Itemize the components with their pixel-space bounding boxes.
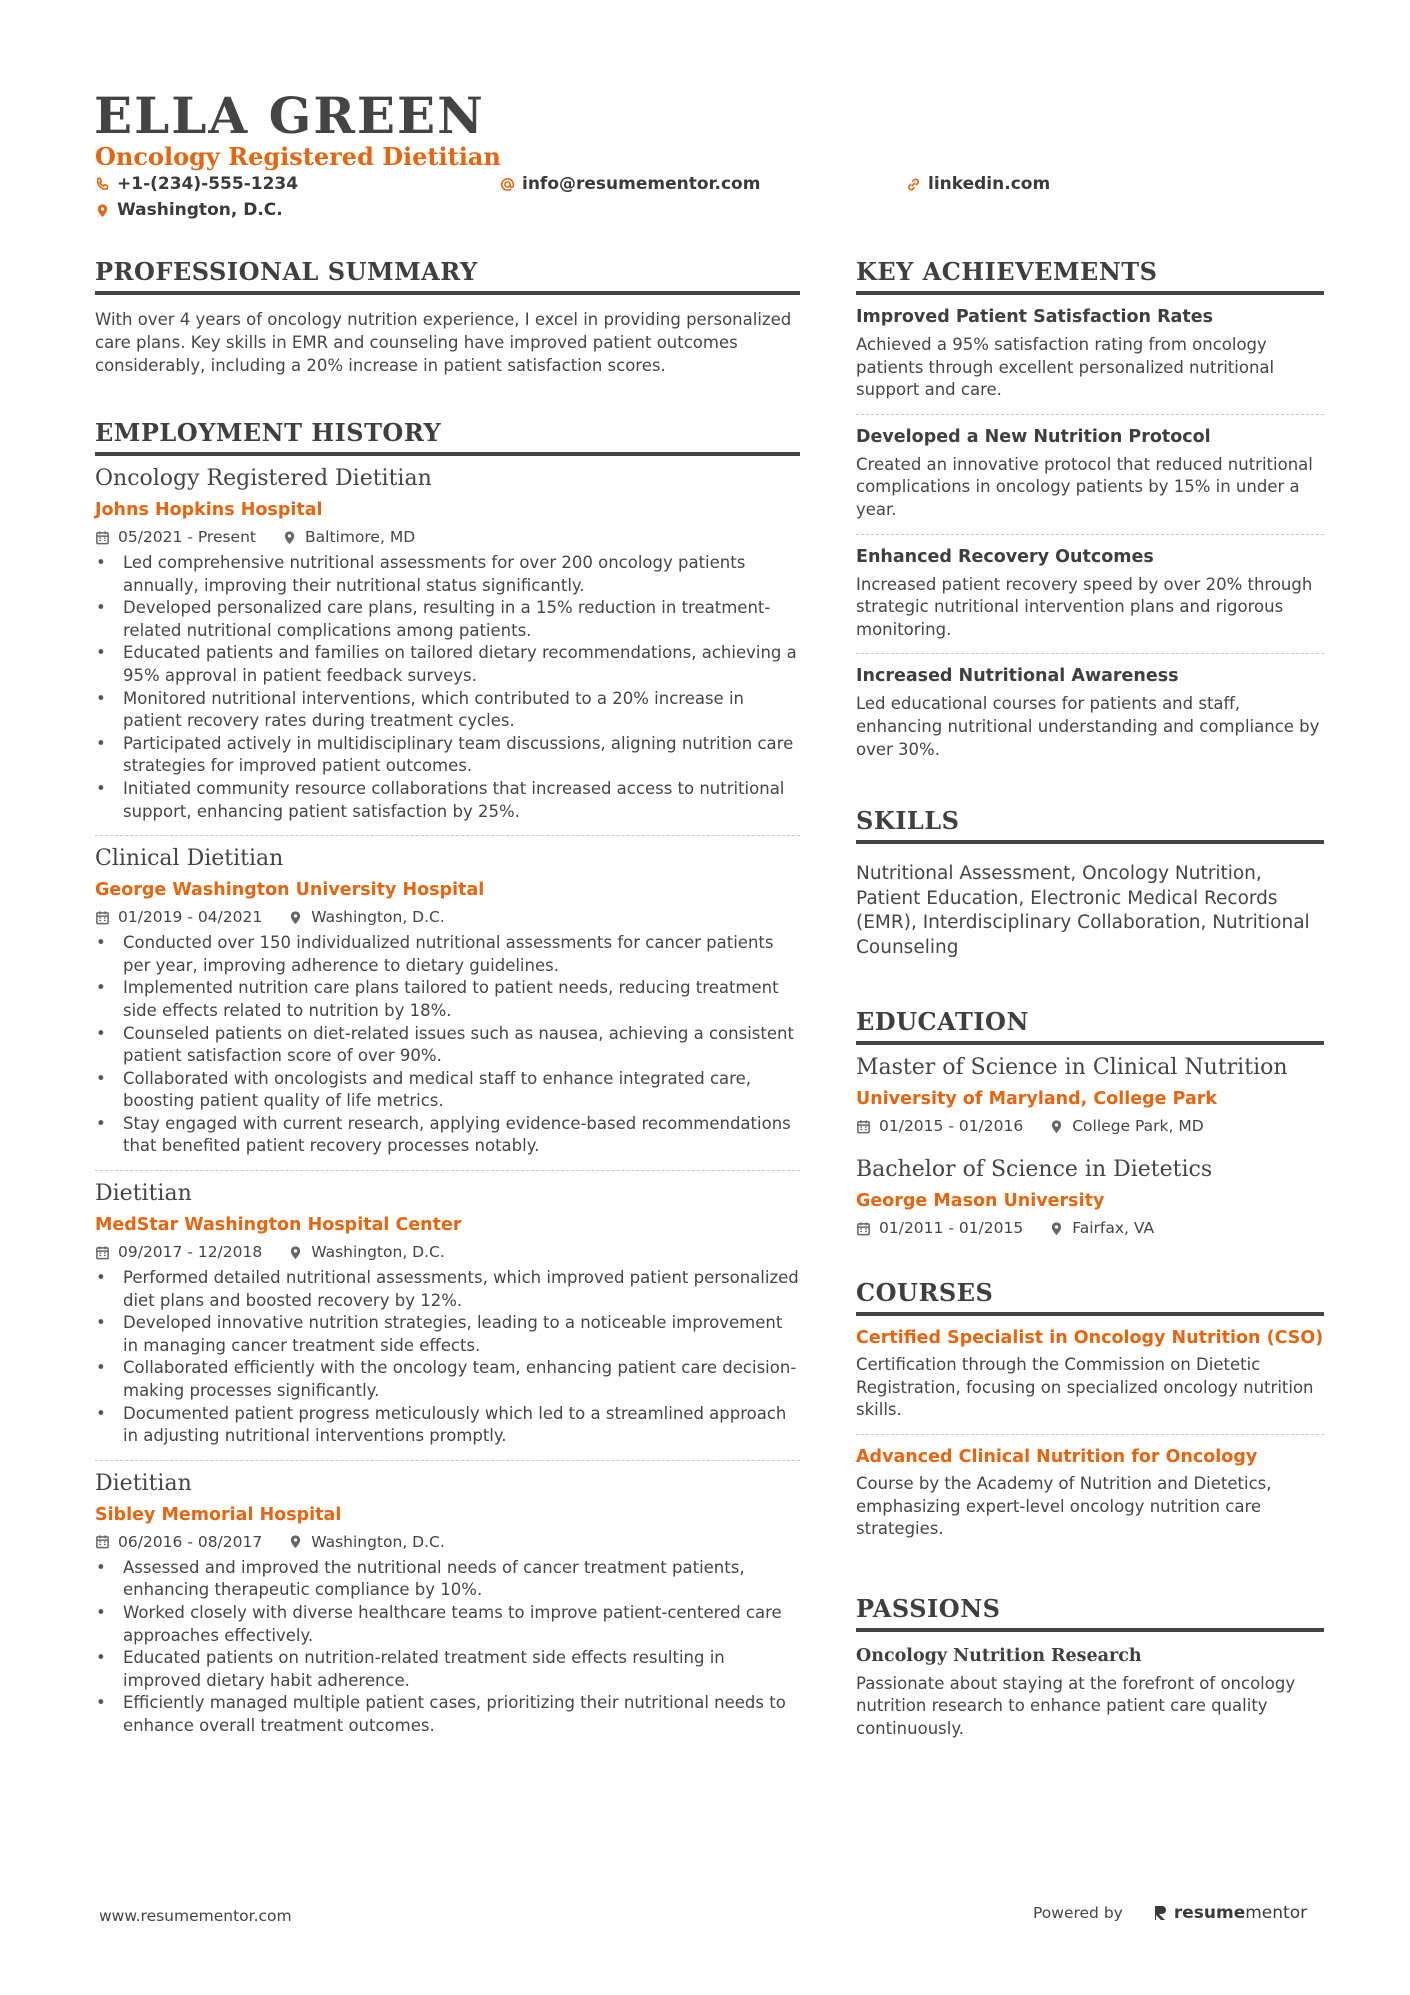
contact-location <box>95 199 283 221</box>
job-employer: Sibley Memorial Hospital <box>95 1504 342 1525</box>
job-location <box>288 1241 445 1263</box>
job-title: Oncology Registered Dietitian <box>95 466 432 491</box>
linkedin-text: linkedin.com <box>928 174 1051 194</box>
job-entry <box>95 835 800 1158</box>
course-item <box>856 1316 1324 1435</box>
job-location-text: Washington, D.C. <box>311 1532 445 1551</box>
job-bullet: • Performed detailed nutritional assessments, which improved patient personalized diet plans and boosted recovery by 12%. <box>95 1267 800 1312</box>
job-bullet: • Collaborated with oncologists and medical staff to enhance integrated care, boosting patient quality of life metrics. <box>95 1068 800 1113</box>
passions-heading: PASSIONS <box>856 1593 1324 1632</box>
skills-heading: SKILLS <box>856 805 1324 844</box>
education-location-text: Fairfax, VA <box>1072 1219 1155 1238</box>
link-icon <box>906 177 921 192</box>
achievement-item <box>856 654 1324 773</box>
job-entry <box>95 456 800 823</box>
course-item <box>856 1435 1324 1553</box>
achievement-title: Improved Patient Satisfaction Rates <box>856 307 1213 327</box>
job-bullet: • Collaborated efficiently with the oncology team, enhancing patient care decision-making processes significantly. <box>95 1357 800 1402</box>
job-title: Clinical Dietitian <box>95 846 284 872</box>
job-bullets <box>95 1267 800 1448</box>
powered-by-text: Powered by <box>1033 1904 1123 1922</box>
job-location <box>288 906 445 928</box>
education-degree: Master of Science in Clinical Nutrition <box>856 1055 1288 1081</box>
course-desc: Certification through the Commission on Dietetic Registration, focusing on specialized oncology nutrition skills. <box>856 1355 1314 1420</box>
job-dates: 06/2016 - 08/2017 <box>118 1532 263 1551</box>
employment-heading: EMPLOYMENT HISTORY <box>95 417 800 456</box>
job-bullet: • Conducted over 150 individualized nutritional assessments for cancer patients per year, improving adherence to dietary guidelines. <box>95 932 800 977</box>
footer-website[interactable]: www.resumementor.com <box>99 1907 292 1925</box>
contact-phone[interactable] <box>95 173 298 195</box>
map-pin-icon <box>282 530 297 545</box>
job-employer: Johns Hopkins Hospital <box>95 500 323 520</box>
brand-accent: mentor <box>1245 1903 1308 1923</box>
achievement-desc: Created an innovative protocol that reduced nutritional complications in oncology patients by 15% in under a year. <box>856 454 1313 519</box>
job-title: Dietitian <box>95 1470 192 1496</box>
calendar-icon <box>856 1119 871 1134</box>
education-school: George Mason University <box>856 1191 1105 1212</box>
job-bullet: • Assessed and improved the nutritional needs of cancer treatment patients, enhancing therapeutic compliance by 10%. <box>95 1557 800 1602</box>
achievement-desc: Achieved a 95% satisfaction rating from oncology patients through excellent personalized nutritional support and care. <box>856 335 1275 400</box>
job-location <box>288 1531 445 1553</box>
summary-heading: PROFESSIONAL SUMMARY <box>95 256 800 295</box>
job-location-text: Baltimore, MD <box>305 528 416 546</box>
job-meta <box>95 526 800 548</box>
achievement-item <box>856 535 1324 655</box>
job-location-text: Washington, D.C. <box>311 908 445 927</box>
at-icon <box>500 177 515 192</box>
contact-email[interactable] <box>500 173 760 195</box>
email-text: info@resumementor.com <box>522 174 761 194</box>
skills-text: Nutritional Assessment, Oncology Nutrition, Patient Education, Electronic Medical Records (EMR), Interdisciplinary Collaboration, Nutritional Counseling <box>856 863 1310 958</box>
summary-text: With over 4 years of oncology nutrition experience, I excel in providing personalized care plans. Key skills in EMR and counseling have improved patient outcomes considerably, including a 20% increase in patient satisfaction scores. <box>95 310 792 375</box>
education-location <box>1049 1115 1203 1137</box>
achievement-title: Developed a New Nutrition Protocol <box>856 426 1211 447</box>
job-bullet: • Initiated community resource collaborations that increased access to nutritional support, enhancing patient satisfaction by 25%. <box>95 778 800 823</box>
map-pin-icon <box>288 910 303 925</box>
job-bullet: • Developed innovative nutrition strategies, leading to a noticeable improvement in managing cancer treatment side effects. <box>95 1312 800 1357</box>
phone-text: +1-(234)-555-1234 <box>117 174 299 194</box>
calendar-icon <box>95 530 110 545</box>
map-pin-icon <box>288 1534 303 1549</box>
course-title: Certified Specialist in Oncology Nutrition (CSO) <box>856 1328 1324 1349</box>
calendar-icon <box>856 1221 871 1236</box>
job-meta <box>95 1531 800 1553</box>
job-employer: George Washington University Hospital <box>95 880 485 901</box>
achievements-heading: KEY ACHIEVEMENTS <box>856 256 1324 295</box>
achievement-item <box>856 415 1324 535</box>
education-item <box>856 1155 1324 1239</box>
job-bullet: • Documented patient progress meticulously which led to a streamlined approach in adjusting nutritional interventions promptly. <box>95 1403 800 1448</box>
achievement-title: Increased Nutritional Awareness <box>856 666 1179 687</box>
job-list <box>95 456 800 1738</box>
job-entry <box>95 1170 800 1448</box>
education-location <box>1049 1217 1154 1239</box>
brand-main: resume <box>1173 1903 1246 1923</box>
job-bullets <box>95 552 800 823</box>
contact-linkedin[interactable] <box>906 173 1050 195</box>
job-bullet: • Efficiently managed multiple patient cases, prioritizing their nutritional needs to enhance overall treatment outcomes. <box>95 1692 800 1737</box>
calendar-icon <box>95 1245 110 1260</box>
education-list <box>856 1053 1324 1239</box>
education-heading: EDUCATION <box>856 1006 1324 1045</box>
job-bullet: • Worked closely with diverse healthcare teams to improve patient-centered care approaches effectively. <box>95 1602 800 1647</box>
achievement-title: Enhanced Recovery Outcomes <box>856 546 1154 567</box>
job-bullet: • Led comprehensive nutritional assessments for over 200 oncology patients annually, improving their nutritional status significantly. <box>95 552 800 597</box>
education-meta <box>856 1115 1324 1137</box>
job-bullet: • Counseled patients on diet-related issues such as nausea, achieving a consistent patient satisfaction score of over 90%. <box>95 1023 800 1068</box>
job-bullet: • Stay engaged with current research, applying evidence-based recommendations that benefited patient recovery processes notably. <box>95 1113 800 1158</box>
courses-heading: COURSES <box>856 1277 1324 1316</box>
map-pin-icon <box>288 1245 303 1260</box>
education-location-text: College Park, MD <box>1072 1117 1204 1136</box>
achievement-desc: Led educational courses for patients and staff, enhancing nutritional understanding and compliance by over 30%. <box>856 694 1320 759</box>
education-item <box>856 1053 1324 1137</box>
education-degree: Bachelor of Science in Dietetics <box>856 1157 1213 1183</box>
achievement-item <box>856 295 1324 415</box>
job-meta <box>95 906 800 928</box>
right-column <box>856 256 1324 1740</box>
job-bullet: • Implemented nutrition care plans tailored to patient needs, reducing treatment side effects related to nutrition by 18%. <box>95 977 800 1022</box>
job-bullet: • Monitored nutritional interventions, which contributed to a 20% increase in patient recovery rates during treatment cycles. <box>95 688 800 733</box>
map-pin-icon <box>1049 1119 1064 1134</box>
calendar-icon <box>95 1534 110 1549</box>
course-desc: Course by the Academy of Nutrition and Dietetics, emphasizing expert-level oncology nutrition care strategies. <box>856 1473 1272 1539</box>
job-bullets <box>95 932 800 1158</box>
map-pin-icon <box>1049 1221 1064 1236</box>
brand-logo[interactable] <box>1153 1903 1307 1923</box>
job-dates: 01/2019 - 04/2021 <box>118 908 263 927</box>
calendar-icon <box>95 910 110 925</box>
candidate-name: ELLA GREEN <box>94 86 485 145</box>
passion-title: Oncology Nutrition Research <box>856 1645 1142 1666</box>
job-bullet: • Participated actively in multidisciplinary team discussions, aligning nutrition care strategies for improved patient outcomes. <box>95 733 800 778</box>
job-employer: MedStar Washington Hospital Center <box>95 1215 462 1236</box>
job-bullet: • Educated patients on nutrition-related treatment side effects resulting in improved dietary habit adherence. <box>95 1647 800 1692</box>
achievement-list <box>856 295 1324 773</box>
education-dates: 01/2011 - 01/2015 <box>879 1219 1024 1238</box>
job-meta <box>95 1241 800 1263</box>
phone-icon <box>95 177 110 192</box>
job-dates: 05/2021 - Present <box>118 528 256 546</box>
resumementor-logo-icon <box>1153 1904 1169 1922</box>
course-list <box>856 1316 1324 1553</box>
job-title: Dietitian <box>95 1181 192 1207</box>
education-dates: 01/2015 - 01/2016 <box>879 1117 1024 1136</box>
course-title: Advanced Clinical Nutrition for Oncology <box>856 1446 1258 1467</box>
footer-powered <box>1033 1903 1307 1923</box>
job-location <box>282 526 415 548</box>
job-bullet: • Educated patients and families on tailored dietary recommendations, achieving a 95% approval in patient feedback surveys. <box>95 642 800 687</box>
map-pin-icon <box>95 203 110 218</box>
left-column <box>95 256 800 1738</box>
education-meta <box>856 1217 1324 1239</box>
job-bullets <box>95 1557 800 1738</box>
job-dates: 09/2017 - 12/2018 <box>118 1243 263 1262</box>
achievement-desc: Increased patient recovery speed by over 20% through strategic nutritional intervention plans and rigorous monitoring. <box>856 574 1313 639</box>
passion-desc: Passionate about staying at the forefront of oncology nutrition research to enhance patient care quality continuously. <box>856 1673 1296 1738</box>
candidate-title: Oncology Registered Dietitian <box>95 142 501 171</box>
job-entry <box>95 1460 800 1738</box>
location-text: Washington, D.C. <box>117 200 283 220</box>
education-school: University of Maryland, College Park <box>856 1089 1218 1110</box>
job-bullet: • Developed personalized care plans, resulting in a 15% reduction in treatment-related nutritional complications among patients. <box>95 597 800 642</box>
job-location-text: Washington, D.C. <box>311 1243 445 1262</box>
